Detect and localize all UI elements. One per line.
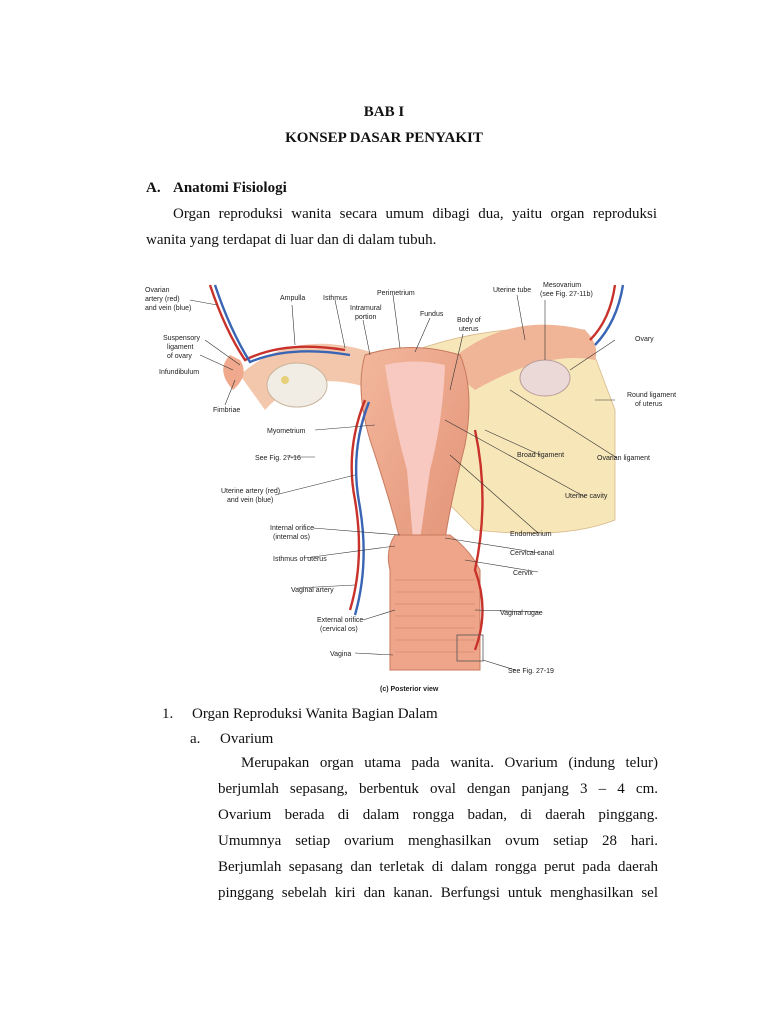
label-fundus: Fundus: [420, 311, 444, 318]
sub-letter-a: a.: [190, 731, 201, 747]
label-vaginal-artery: Vaginal artery: [291, 587, 334, 594]
vagina-shape: [388, 535, 480, 670]
label-ovarian-artery-3: and vein (blue): [145, 305, 192, 312]
label-uterine-artery-2: and vein (blue): [227, 497, 274, 504]
label-isthmus: Isthmus: [323, 295, 348, 302]
body-line-3: Ovarium berada di dalam rongga badan, di daerah pinggang.: [218, 807, 658, 823]
list-number-1: 1.: [162, 706, 174, 722]
left-ovary-shape: [267, 363, 327, 407]
chapter-number: BAB I: [363, 104, 405, 120]
label-cervical-canal: Cervical canal: [510, 550, 554, 557]
label-suspensory-1: Suspensory: [163, 335, 200, 342]
label-uterine-tube: Uterine tube: [493, 287, 532, 294]
label-ovarian-ligament: Ovarian ligament: [597, 455, 650, 462]
label-intramural-2: portion: [355, 314, 377, 321]
label-internal-orifice-1: Internal orifice: [270, 525, 314, 532]
body-line-4: Umumnya setiap ovarium menghasilkan ovum setiap 28 hari.: [218, 833, 658, 849]
label-external-orifice-2: (cervical os): [320, 626, 358, 633]
label-intramural-1: Intramural: [350, 305, 382, 312]
body-line-2: berjumlah sepasang, berbentuk oval dengan panjang 3 – 4 cm.: [218, 781, 658, 797]
intro-line-1: Organ reproduksi wanita secara umum dibagi dua, yaitu organ reproduksi: [173, 206, 657, 222]
section-number: A.: [146, 180, 161, 196]
body-line-5: Berjumlah sepasang dan terletak di dalam rongga perut pada daerah: [218, 859, 658, 875]
follicle-shape: [281, 376, 289, 384]
label-uterine-cavity: Uterine cavity: [565, 493, 608, 500]
label-cervix: Cervix: [513, 570, 533, 577]
intro-line-2: wanita yang terdapat di luar dan di dalam tubuh.: [146, 232, 437, 248]
section-title: Anatomi Fisiologi: [173, 180, 287, 196]
body-line-1: Merupakan organ utama pada wanita. Ovarium (indung telur): [241, 755, 658, 771]
chapter-title: KONSEP DASAR PENYAKIT: [285, 130, 483, 146]
label-vaginal-rugae: Vaginal rugae: [500, 610, 543, 617]
label-see-27-19: See Fig. 27-19: [508, 668, 554, 675]
label-isthmus-uterus: Isthmus of uterus: [273, 556, 327, 563]
label-mesovarium-2: (see Fig. 27-11b): [540, 291, 593, 298]
uterus-anatomy-figure: [145, 270, 677, 700]
list-title-1: Organ Reproduksi Wanita Bagian Dalam: [192, 706, 438, 722]
label-mesovarium-1: Mesovarium: [543, 282, 582, 289]
label-myometrium: Myometrium: [267, 428, 306, 435]
label-perimetrium: Perimetrium: [377, 290, 415, 297]
label-fimbriae: Fimbriae: [213, 407, 241, 414]
figure-caption: (c) Posterior view: [380, 686, 439, 693]
label-ampulla: Ampulla: [280, 295, 306, 302]
label-infundibulum: Infundibulum: [159, 369, 200, 376]
label-internal-orifice-2: (internal os): [273, 534, 310, 541]
label-suspensory-2: ligament: [167, 344, 194, 351]
label-ovary: Ovary: [635, 336, 654, 343]
label-broad-ligament: Broad ligament: [517, 452, 565, 459]
label-uterine-artery-1: Uterine artery (red): [221, 488, 281, 495]
label-body-uterus-2: uterus: [459, 326, 479, 333]
sub-title-a: Ovarium: [220, 731, 274, 747]
label-see-27-16: See Fig. 27-16: [255, 455, 301, 462]
label-ovarian-artery-2: artery (red): [145, 296, 180, 303]
label-body-uterus-1: Body of: [457, 317, 481, 324]
label-vagina: Vagina: [330, 651, 352, 658]
body-line-6: pinggang sebelah kiri dan kanan. Berfungsi untuk menghasilkan sel: [218, 885, 658, 901]
label-suspensory-3: of ovary: [167, 353, 192, 360]
label-ovarian-artery-1: Ovarian: [145, 287, 170, 294]
right-ovary-shape: [520, 360, 570, 396]
label-round-ligament-2: of uterus: [635, 401, 663, 408]
label-external-orifice-1: External orifice: [317, 617, 364, 624]
label-round-ligament-1: Round ligament: [627, 392, 677, 399]
label-endometrium: Endometrium: [510, 531, 552, 538]
